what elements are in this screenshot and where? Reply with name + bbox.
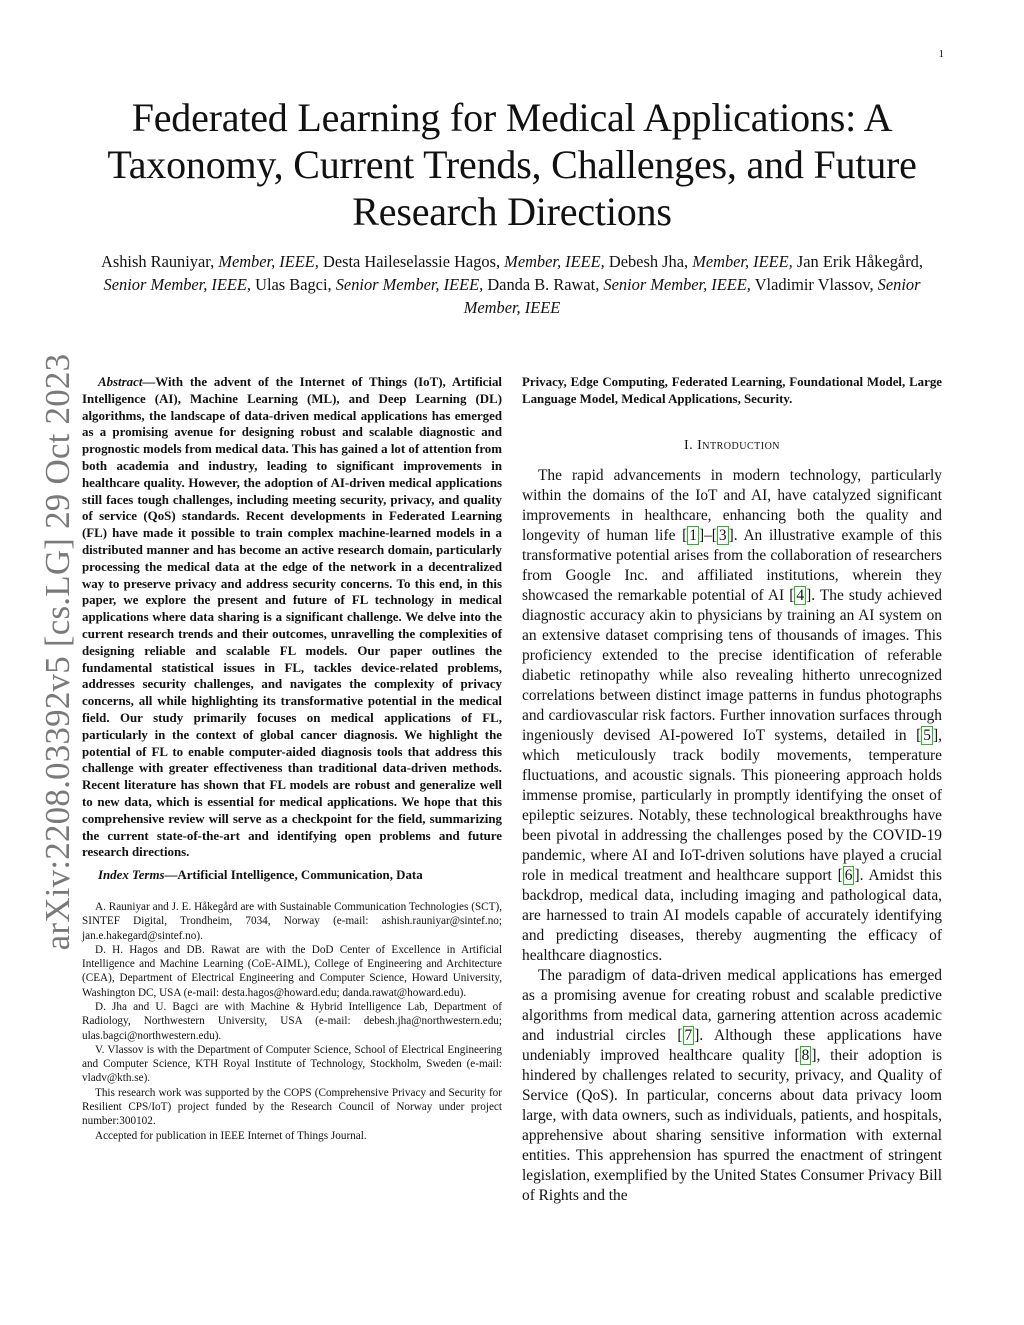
abstract-label: Abstract bbox=[98, 375, 143, 389]
paragraph-text: . Amidst this backdrop, medical data, including imaging and pathological data, are harnessed to train AI models capable of accurately identifying and predicting diseases, thereby augmenting the efficacy of healthcare diagnostics. bbox=[522, 866, 942, 964]
footnotes bbox=[82, 900, 502, 1143]
section-heading: I. Introduction bbox=[683, 437, 781, 453]
citation-link[interactable]: 6 bbox=[844, 866, 853, 884]
footnote-affiliation: A. Rauniyar and J. E. Håkegård are with Sustainable Communication Technologies (SCT), SINTEF Digital, Trondheim, 7034, Norway (e-mail: ashish.rauniyar@sintef.no; jan.e.hakegard@sintef.no). bbox=[82, 900, 502, 942]
abstract-text: —With the advent of the Internet of Things (IoT), Artificial Intelligence (AI), Machine Learning (ML), and Deep Learning (DL) algorithms, the landscape of data-driven medical applications has emerged as a promising avenue for designing robust and scalable diagnostic and prognostic models from medical data. This has gained a lot of attention from both academia and industry, leading to significant improvements in healthcare quality. However, the adoption of AI-driven medical applications still faces tough challenges, including meeting security, privacy, and quality of service (QoS) standards. Recent developments in Federated Learning (FL) have made it possible to train complex machine-learned models in a distributed manner and has become an active research domain, particularly processing the medical data at the edge of the network in a decentralized way to preserve privacy and address security concerns. To this end, in this paper, we explore the present and future of FL technology in medical applications where data sharing is a significant challenge. We delve into the current research trends and their outcomes, unravelling the complexities of designing reliable and scalable FL models. Our paper outlines the fundamental statistical issues in FL, tackles device-related problems, addresses security challenges, and navigates the complexity of privacy concerns, all while highlighting its transformative potential in the medical field. Our study primarily focuses on medical applications of FL, particularly in the context of global cancer diagnosis. We highlight the potential of FL to enable computer-aided diagnosis tools that address this challenge with greater effectiveness than traditional data-driven methods. Recent literature has shown that FL models are robust and generalize well to new data, which is essential for medical applications. We hope that this comprehensive review will serve as a checkpoint for the field, summarizing the current state-of-the-art and identifying open problems and future research directions. bbox=[82, 375, 502, 860]
paragraph-text: The rapid advancements in modern technology, particularly within the domains of the IoT and AI, have catalyzed significant improvements in healthcare, enhancing both the quality and longevity of human life bbox=[522, 466, 942, 544]
paragraph-text: The paradigm of data-driven medical applications has emerged as a promising avenue for creating robust and scalable predictive algorithms from medical data, garnering attention across academic and industrial circles bbox=[522, 966, 942, 1044]
index-terms-continued: Privacy, Edge Computing, Federated Learning, Foundational Model, Large Language Model, Medical Applications, Security. bbox=[522, 375, 942, 406]
index-terms-text: —Artificial Intelligence, Communication, Data bbox=[164, 868, 423, 883]
footnote-acceptance: Accepted for publication in IEEE Internet of Things Journal. bbox=[95, 1129, 367, 1142]
author-name: Vladimir Vlassov, bbox=[754, 275, 874, 294]
title-block bbox=[80, 94, 944, 319]
paper-title: Federated Learning for Medical Applications: A Taxonomy, Current Trends, Challenges, and Future Research Directions bbox=[107, 95, 917, 234]
citation-link[interactable]: 8 bbox=[801, 1046, 810, 1064]
author-name: Jan Erik Håkegård, bbox=[796, 252, 923, 271]
author-role: Member, IEEE, bbox=[218, 252, 319, 271]
author-role: Senior Member, IEEE bbox=[463, 275, 921, 317]
citation-link[interactable]: 7 bbox=[684, 1026, 693, 1044]
left-column bbox=[82, 374, 502, 1143]
index-terms-label: Index Terms bbox=[98, 868, 165, 883]
index-terms bbox=[82, 867, 502, 884]
footnote-affiliation: D. Jha and U. Bagci are with Machine & Hybrid Intelligence Lab, Department of Radiology, Northwestern University, USA (e-mail: debesh.jha@northwestern.edu; ulas.bagci@northwestern.edu). bbox=[82, 1000, 502, 1042]
citation-link[interactable]: 1 bbox=[689, 526, 697, 544]
author-list bbox=[80, 250, 944, 319]
right-column bbox=[522, 374, 942, 1206]
author-role: Member, IEEE, bbox=[692, 252, 793, 271]
citation-link[interactable]: 4 bbox=[796, 586, 805, 604]
paragraph-text: . An illustrative example of this transformative potential arises from the collaboration of researchers from Google Inc. and affiliated institutions, wherein they showcased the remarkable potential of AI bbox=[522, 526, 942, 604]
author-role: Member, IEEE, bbox=[504, 252, 605, 271]
intro-paragraph: The paradigm of data-driven medical applications has emerged as a promising avenue for creating robust and scalable predictive algorithms from medical data, garnering attention across academic and industrial circles [ 7 ]. Although these applications have undeniably improved healthcare quality [ 8 ], their adoption is hindered by challenges related to security, privacy, and Quality of Service (QoS). In particular, concerns about data privacy loom large, with data owners, such as individuals, patients, and hospitals, apprehensive about sharing sensitive information with external entities. This apprehension has spurred the enactment of stringent legislation, exemplified by the United States Consumer Privacy Bill of Rights and the bbox=[522, 966, 943, 1204]
page-number: 1 bbox=[938, 48, 944, 60]
author-name: Ashish Rauniyar, bbox=[101, 252, 215, 271]
paragraph-text: , which meticulously track bodily movements, temperature fluctuations, and acoustic signals. This pioneering approach holds immense promise, particularly in promptly identifying the onset of epileptic seizures. Notably, these technological breakthroughs have been pivotal in addressing the challenges posed by the COVID-19 pandemic, where AI and IoT-driven solutions have played a crucial role in medical treatment and healthcare support bbox=[522, 726, 942, 884]
author-name: Debesh Jha, bbox=[608, 252, 689, 271]
author-role: Senior Member, IEEE, bbox=[103, 275, 252, 294]
author-name: Ulas Bagci, bbox=[255, 275, 332, 294]
arxiv-identifier: arXiv:2208.03392v5 [cs.LG] 29 Oct 2023 bbox=[38, 353, 77, 951]
footnote-funding: This research work was supported by the COPS (Comprehensive Privacy and Security for Resilient CPS/IoT) project funded by the Research Council of Norway under project number:300102. bbox=[82, 1086, 502, 1128]
citation-link[interactable]: 3 bbox=[718, 526, 727, 544]
paragraph-text: , their adoption is hindered by challenges related to security, privacy, and Quality of Service (QoS). In particular, concerns about data privacy loom large, with data owners, such as individuals, patients, and hospitals, apprehensive about sharing sensitive information with external entities. This apprehension has spurred the enactment of stringent legislation, exemplified by the United States Consumer Privacy Bill of Rights and the bbox=[522, 1046, 942, 1204]
author-name: Desta Haileselassie Hagos, bbox=[323, 252, 501, 271]
paragraph-text: . Although these applications have undeniably improved healthcare quality bbox=[522, 1026, 943, 1064]
abstract bbox=[82, 374, 502, 861]
paragraph-text: – bbox=[704, 526, 712, 544]
paragraph-text: . The study achieved diagnostic accuracy akin to physicians by training an AI system on an extensive dataset comprising tens of thousands of images. This proficiency extended to the precise identification of referable diabetic retinopathy while also revealing hitherto unrecognized correlations between distinct image patterns in fundus photographs and cardiovascular risk factors. Further innovation surfaces through ingeniously devised AI-powered IoT systems, detailed in bbox=[522, 586, 942, 744]
footnote-affiliation: V. Vlassov is with the Department of Computer Science, School of Electrical Engineering and Computer Science, KTH Royal Institute of Technology, Stockholm, Sweden (e-mail: vladv@kth.se). bbox=[82, 1043, 502, 1085]
author-name: Danda B. Rawat, bbox=[487, 275, 600, 294]
footnote-affiliation: D. H. Hagos and DB. Rawat are with the DoD Center of Excellence in Artificial Intelligence and Machine Learning (CoE-AIML), College of Engineering and Architecture (CEA), Department of Electrical Engineering and Computer Science, Howard University, Washington DC, USA (e-mail: desta.hagos@howard.edu; danda.rawat@howard.edu). bbox=[82, 943, 502, 999]
intro-paragraph: The rapid advancements in modern technology, particularly within the domains of the IoT and AI, have catalyzed significant improvements in healthcare, enhancing both the quality and longevity of human life [ 1 ]–[ 3 ]. An illustrative example of this transformative potential arises from the collaboration of researchers from Google Inc. and affiliated institutions, wherein they showcased the remarkable potential of AI [ 4 ]. The study achieved diagnostic accuracy akin to physicians by training an AI system on an extensive dataset comprising tens of thousands of images. This proficiency extended to the precise identification of referable diabetic retinopathy while also revealing hitherto unrecognized correlations between distinct image patterns in fundus photographs and cardiovascular risk factors. Further innovation surfaces through ingeniously devised AI-powered IoT systems, detailed in [ 5 ], which meticulously track bodily movements, temperature fluctuations, and acoustic signals. This pioneering approach holds immense promise, particularly in promptly identifying the onset of epileptic seizures. Notably, these technological breakthroughs have been pivotal in addressing the challenges posed by the COVID-19 pandemic, where AI and IoT-driven solutions have played a crucial role in medical treatment and healthcare support [ 6 ]. Amidst this backdrop, medical data, including imaging and pathological data, are harnessed to train AI models capable of accurately identifying and predicting diseases, thereby augmenting the efficacy of healthcare diagnostics. bbox=[522, 466, 942, 964]
citation-link[interactable]: 5 bbox=[923, 726, 931, 744]
author-role: Senior Member, IEEE, bbox=[603, 275, 751, 294]
author-role: Senior Member, IEEE, bbox=[335, 275, 484, 294]
